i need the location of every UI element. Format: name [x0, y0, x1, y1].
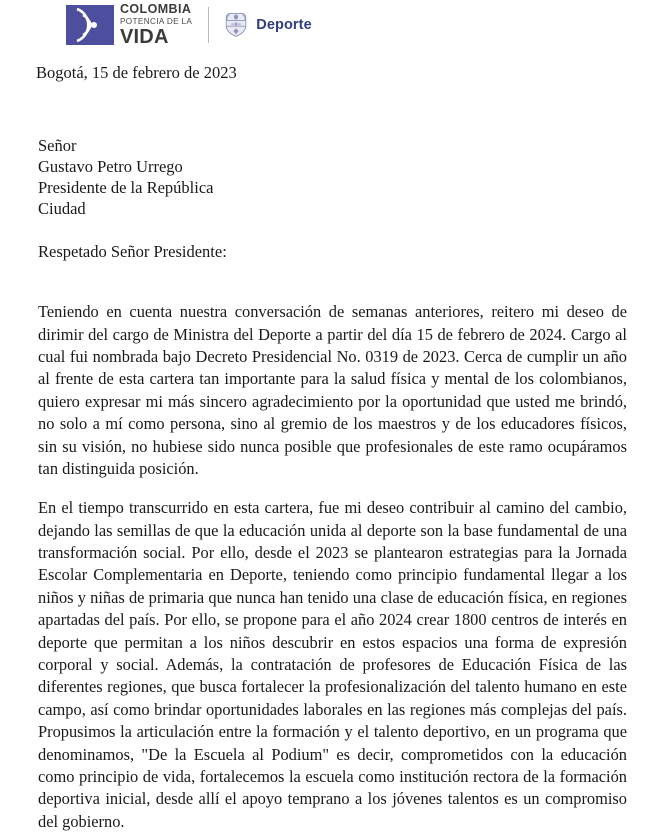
salutation: Respetado Señor Presidente: — [38, 242, 227, 262]
entity-lockup — [223, 10, 312, 40]
entity-name-label: Deporte — [256, 17, 312, 33]
brand-line-vida: VIDA — [120, 25, 169, 48]
letterhead-divider — [208, 7, 209, 43]
brand-line-colombia: COLOMBIA — [120, 2, 192, 17]
letter-paragraphs — [38, 301, 627, 833]
recipient-block — [38, 135, 663, 219]
recipient-line: Ciudad — [38, 198, 86, 218]
colombia-coat-of-arms-icon — [223, 10, 249, 40]
colombia-wave-mark-icon — [66, 5, 114, 45]
letter-body — [0, 52, 663, 833]
date-line: Bogotá, 15 de febrero de 2023 — [36, 63, 237, 82]
paragraph: En el tiempo transcurrido en esta cartera, fue mi deseo contribuir al camino del cambio, dejando las semillas de que la educación unida al deporte son la base fundamental de una transformación social. Por ello, desde el 2023 se plantearon estrategias para la Jornada Escolar Complementaria en Deporte, teniendo como principio fundamental llegar a los niños y niñas de primaria que nunca han tenido una clase de educación física, en regiones apartadas del país. Por ello, se propone para el año 2024 crear 1800 centros de interés en deporte que permitan a los niños descubrir en estos espacios una forma de expresión corporal y social. Además, la contratación de profesores de Educación Física de las diferentes regiones, que busca fortalecer la profesionalización del talento humano en este campo, así como brindar oportunidades laborales en las regiones más complejas del país. Propusimos la articulación entre la formación y el talento deportivo, en un programa que denominamos, "De la Escuela al Podium" es decir, comprometidos con la educación como principio de vida, fortalecemos la escuela como institución rectora de la formación deportiva inicial, desde allí el apoyo temprano a los jóvenes talentos es un compromiso del gobierno. — [38, 498, 627, 831]
brand-wordmark — [120, 3, 192, 47]
brand-lockup — [66, 4, 312, 46]
recipient-line: Presidente de la República — [38, 177, 214, 197]
letterhead — [0, 0, 663, 52]
paragraph: Teniendo en cuenta nuestra conversación de semanas anteriores, reitero mi deseo de dirimir del cargo de Ministra del Deporte a partir del día 15 de febrero de 2024. Cargo al cual fui nombrada bajo Decreto Presidencial No. 0319 de 2023. Cerca de cumplir un año al frente de esta cartera tan importante para la salud física y mental de los colombianos, quiero expresar mi más sincero agradecimiento por la oportunidad que usted me brindó, no solo a mí como persona, sino al gremio de los maestros y de los educadores físicos, sin su visión, no hubiese sido nunca posible que profesionales de este ramo ocupáramos tan distinguida posición. — [38, 302, 627, 478]
recipient-line: Gustavo Petro Urrego — [38, 156, 183, 176]
recipient-line: Señor — [38, 135, 77, 155]
brand-line-potencia: POTENCIA DE LA — [120, 16, 193, 26]
